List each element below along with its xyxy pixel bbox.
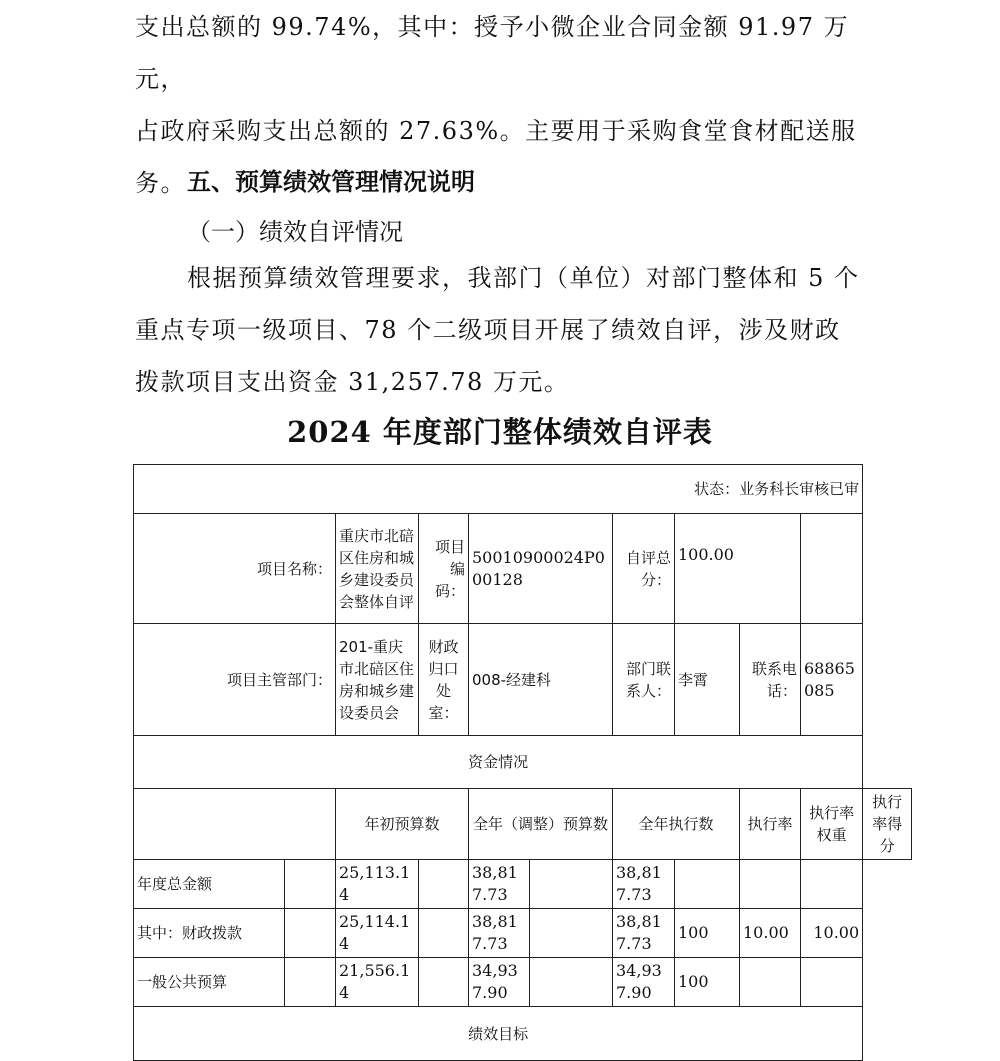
empty-cell xyxy=(530,860,613,909)
row-label: 其中：财政拨款 xyxy=(134,909,285,958)
col-rate-weight: 执行率权重 xyxy=(801,789,863,860)
score-value xyxy=(801,958,863,1007)
empty-cell xyxy=(419,909,469,958)
col-adjusted-budget: 全年（调整）预算数 xyxy=(469,789,613,860)
sub-heading: （一）绩效自评情况 xyxy=(187,218,403,246)
rate-value: 100 xyxy=(675,909,740,958)
finance-office-label: 财政归口处室： xyxy=(419,624,469,736)
project-name-label: 项目名称： xyxy=(134,514,336,624)
empty-cell xyxy=(285,909,336,958)
empty-cell xyxy=(419,860,469,909)
phone-label: 联系电话： xyxy=(740,624,801,736)
funds-section-title: 资金情况 xyxy=(134,736,863,789)
goals-section-row xyxy=(134,1007,912,1061)
col-initial-budget: 年初预算数 xyxy=(336,789,469,860)
contact-label: 部门联系人： xyxy=(613,624,675,736)
score-value: 10.00 xyxy=(801,909,863,958)
empty-cell xyxy=(530,958,613,1007)
executed-value: 38,817.73 xyxy=(613,860,675,909)
text-line: 重点专项一级项目、78 个二级项目开展了绩效自评，涉及财政 xyxy=(135,316,841,344)
weight-value xyxy=(740,958,801,1007)
rate-value xyxy=(675,860,740,909)
status-text: 状态：业务科长审核已审 xyxy=(134,465,863,514)
empty-cell xyxy=(801,514,863,624)
project-name-value: 重庆市北碚区住房和城乡建设委员会整体自评 xyxy=(336,514,419,624)
empty-cell xyxy=(530,909,613,958)
text-line: 支出总额的 99.74%，其中：授予小微企业合同金额 91.97 万元， xyxy=(135,13,850,93)
weight-value xyxy=(740,860,801,909)
executed-value: 34,937.90 xyxy=(613,958,675,1007)
funds-row-general xyxy=(134,958,912,1007)
row-label: 一般公共预算 xyxy=(134,958,285,1007)
funds-section-row xyxy=(134,736,912,789)
section-heading: 五、预算绩效管理情况说明 xyxy=(187,167,475,196)
contact-value: 李霄 xyxy=(675,624,740,736)
text-line: 拨款项目支出资金 31,257.78 万元。 xyxy=(135,368,570,396)
executed-value: 38,817.73 xyxy=(613,909,675,958)
text-line: 务。 xyxy=(135,169,186,197)
col-execution-rate: 执行率 xyxy=(740,789,801,860)
row-label: 年度总金额 xyxy=(134,860,285,909)
text-line: 占政府采购支出总额的 27.63%。主要用于采购食堂食材配送服 xyxy=(135,117,857,145)
goals-section-title: 绩效目标 xyxy=(134,1007,863,1061)
empty-cell xyxy=(285,958,336,1007)
adjusted-value: 34,937.90 xyxy=(469,958,530,1007)
col-rate-score: 执行率得分 xyxy=(863,789,912,860)
finance-office-value: 008-经建科 xyxy=(469,624,613,736)
weight-value: 10.00 xyxy=(740,909,801,958)
initial-value: 25,113.14 xyxy=(336,860,419,909)
adjusted-value: 38,817.73 xyxy=(469,909,530,958)
col-executed: 全年执行数 xyxy=(613,789,740,860)
funds-header-row xyxy=(134,789,912,860)
dept-value: 201-重庆市北碚区住房和城乡建设委员会 xyxy=(336,624,419,736)
status-row xyxy=(134,465,912,514)
empty-cell xyxy=(285,860,336,909)
initial-value: 25,114.14 xyxy=(336,909,419,958)
performance-table xyxy=(133,464,912,1061)
paragraph-self-evaluation xyxy=(135,252,895,408)
project-code-label: 项目编码： xyxy=(419,514,469,624)
funds-row-fiscal xyxy=(134,909,912,958)
project-code-value: 50010900024P000128 xyxy=(469,514,613,624)
department-row xyxy=(134,624,912,736)
self-score-value: 100.00 xyxy=(675,514,801,624)
self-score-label: 自评总分： xyxy=(613,514,675,624)
dept-label: 项目主管部门： xyxy=(134,624,336,736)
table-title: 2024 年度部门整体绩效自评表 xyxy=(287,415,713,449)
project-row xyxy=(134,514,912,624)
phone-value: 68865085 xyxy=(801,624,863,736)
empty-cell xyxy=(419,958,469,1007)
funds-row-total xyxy=(134,860,912,909)
score-value xyxy=(801,860,863,909)
empty-cell xyxy=(134,789,336,860)
rate-value: 100 xyxy=(675,958,740,1007)
initial-value: 21,556.14 xyxy=(336,958,419,1007)
adjusted-value: 38,817.73 xyxy=(469,860,530,909)
text-line: 根据预算绩效管理要求，我部门（单位）对部门整体和 5 个 xyxy=(187,264,860,292)
